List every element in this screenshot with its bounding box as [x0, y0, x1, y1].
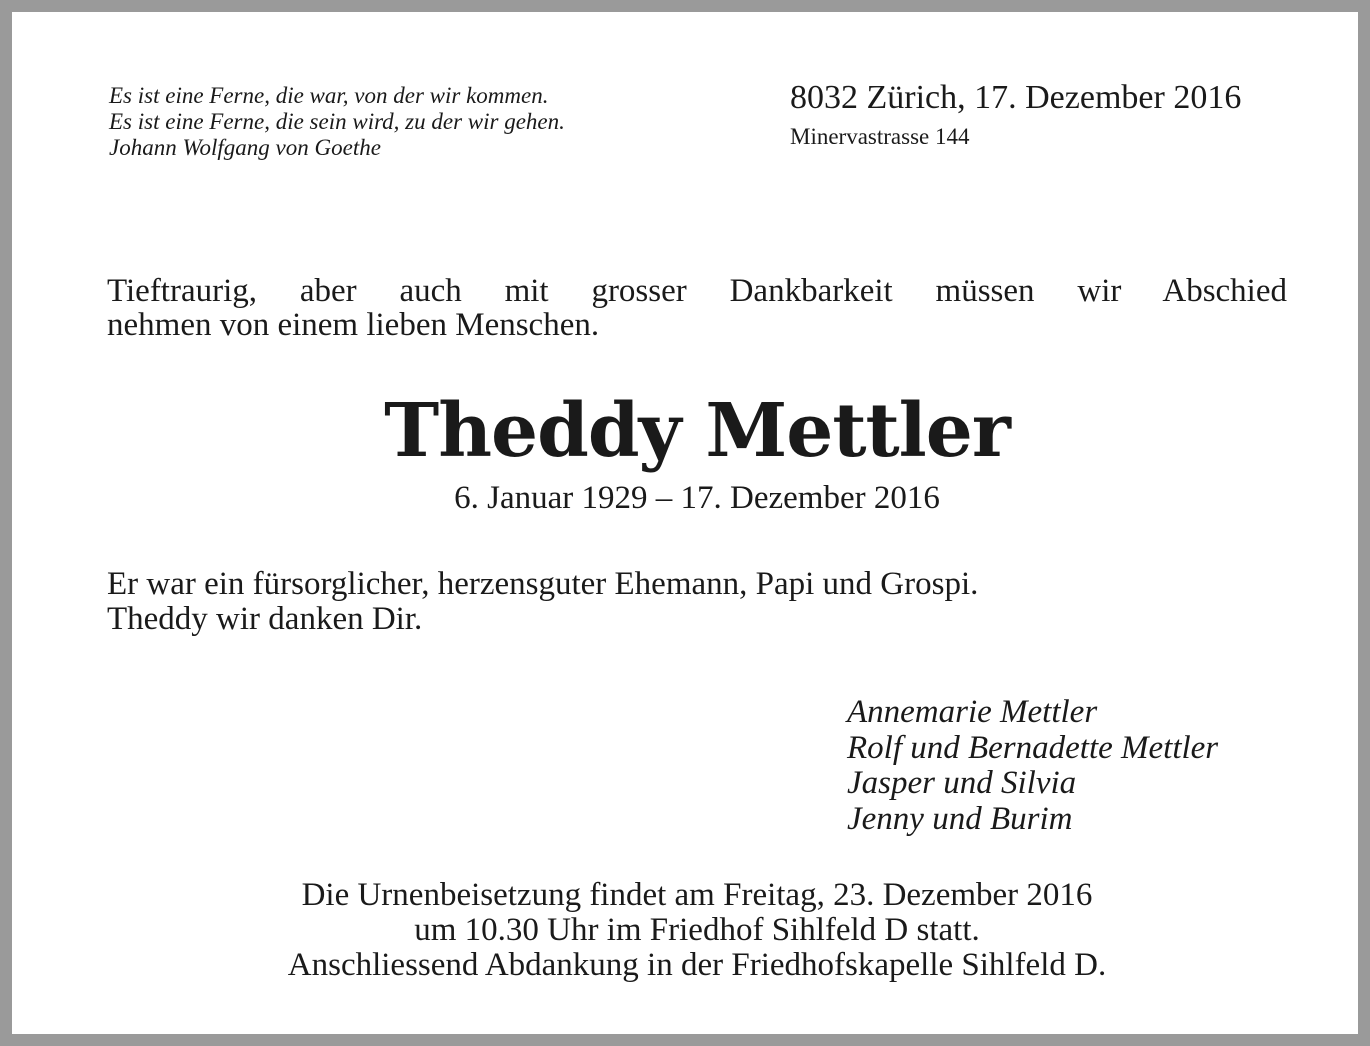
ceremony-info [12, 878, 1370, 983]
address: Minervastrasse 144 [790, 124, 970, 149]
ceremony-line: Die Urnenbeisetzung findet am Freitag, 23. Dezember 2016 [301, 877, 1093, 913]
quote-author: Johann Wolfgang von Goethe [109, 135, 381, 160]
ceremony-line: um 10.30 Uhr im Friedhof Sihlfeld D statt. [414, 912, 980, 948]
place-and-date: 8032 Zürich, 17. Dezember 2016 [790, 79, 1242, 116]
mourners-list [847, 695, 1287, 837]
intro-line: nehmen von einem lieben Menschen. [107, 307, 600, 343]
intro-line: Tieftraurig, aber auch mit grosser Dankbarkeit müssen wir Abschied [107, 273, 1287, 309]
deceased-name: Theddy Mettler [384, 388, 1010, 474]
mourner-name: Annemarie Mettler [847, 694, 1098, 730]
mourner-name: Jenny und Burim [847, 800, 1073, 837]
mourner-name: Rolf und Bernadette Mettler [847, 729, 1219, 766]
ceremony-line: Anschliessend Abdankung in der Friedhofskapelle Sihlfeld D. [287, 947, 1107, 983]
intro-text [107, 274, 1287, 342]
tribute-line: Theddy wir danken Dir. [107, 601, 423, 637]
quote-line: Es ist eine Ferne, die sein wird, zu der wir gehen. [109, 109, 565, 134]
place-date-block [790, 78, 1287, 152]
life-dates: 6. Januar 1929 – 17. Dezember 2016 [454, 480, 940, 516]
quote-line: Es ist eine Ferne, die war, von der wir kommen. [109, 83, 549, 108]
tribute-line: Er war ein fürsorglicher, herzensguter Ehemann, Papi und Grospi. [107, 566, 979, 602]
mourner-name: Jasper und Silvia [847, 765, 1077, 801]
tribute-text [107, 567, 1287, 637]
goethe-quote [109, 83, 749, 161]
